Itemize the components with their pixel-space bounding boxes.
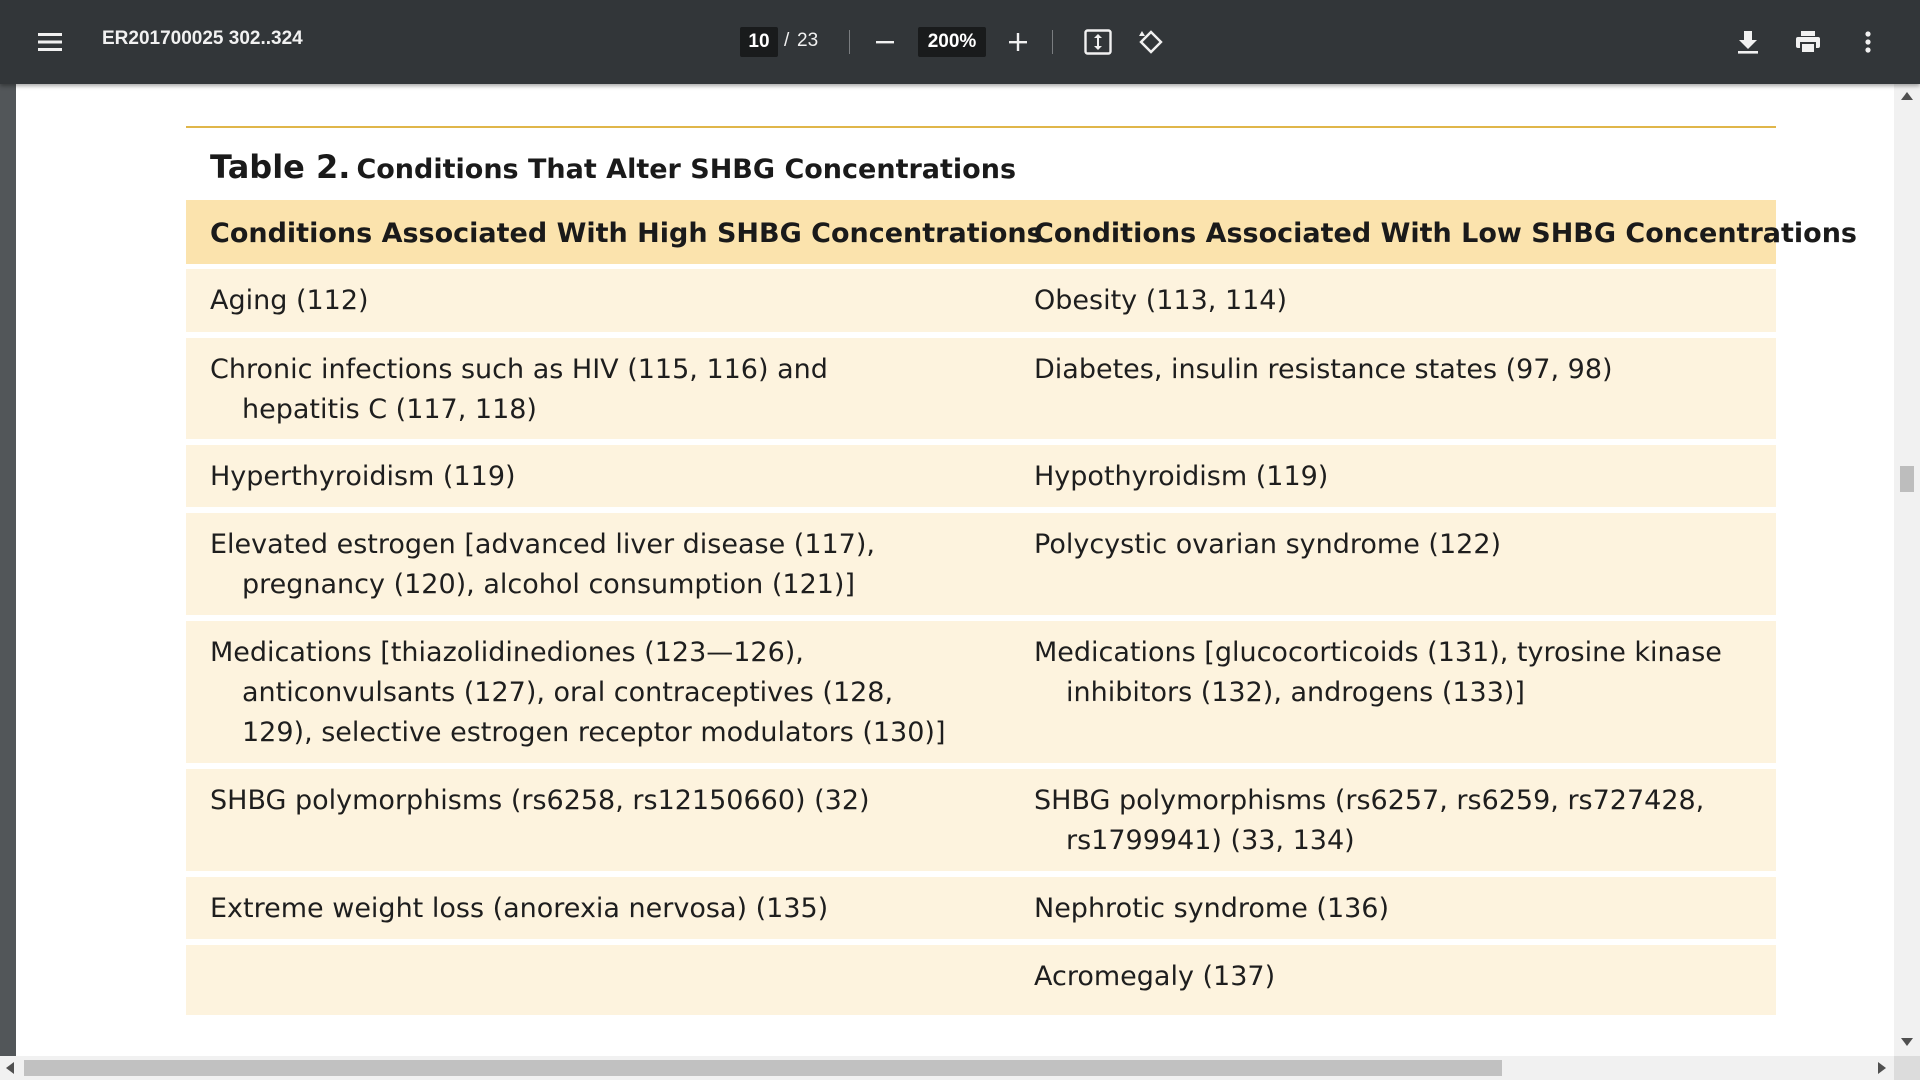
cell-low: Acromegaly (137): [1034, 961, 1276, 992]
cell-low: Hypothyroidism (119): [1034, 461, 1329, 492]
cell-high: [210, 945, 970, 957]
header-low-shbg: Conditions Associated With Low SHBG Concentrations: [1034, 218, 1857, 249]
cell-low: SHBG polymorphisms (rs6257, rs6259, rs727428, rs1799941) (33, 134): [1034, 785, 1705, 856]
download-icon[interactable]: [1728, 22, 1768, 62]
cell-high: Aging (112): [210, 285, 369, 316]
table-top-rule: [186, 126, 1776, 128]
shbg-conditions-table: [186, 200, 1857, 1021]
table-header-row: [186, 200, 1857, 264]
print-icon[interactable]: [1788, 22, 1828, 62]
cell-low: Diabetes, insulin resistance states (97, 98): [1034, 354, 1613, 385]
header-high-shbg: Conditions Associated With High SHBG Concentrations: [210, 218, 1043, 249]
toolbar-divider: [849, 30, 850, 54]
cell-low: Nephrotic syndrome (136): [1034, 893, 1390, 924]
minus-icon[interactable]: [865, 22, 905, 62]
pdf-viewer: [0, 84, 1920, 1080]
cell-high: Extreme weight loss (anorexia nervosa) (135): [210, 893, 829, 924]
scroll-right-arrow-icon[interactable]: [1878, 1062, 1886, 1074]
zoom-level-input[interactable]: 200%: [918, 27, 986, 57]
horizontal-scroll-thumb[interactable]: [24, 1060, 1502, 1076]
cell-low: Medications [glucocorticoids (131), tyrosine kinase inhibitors (132), androgens (133)]: [1034, 637, 1722, 708]
table-row: [186, 269, 1776, 332]
document-title: ER201700025 302..324: [102, 28, 303, 49]
toolbar-divider: [1052, 30, 1053, 54]
scroll-down-arrow-icon[interactable]: [1901, 1038, 1913, 1046]
table-row: [186, 445, 1776, 507]
scrollbar-corner: [1894, 1056, 1920, 1080]
vertical-scroll-thumb[interactable]: [1900, 466, 1914, 492]
table-row: [186, 769, 1776, 871]
hamburger-menu-icon[interactable]: [30, 22, 70, 62]
scroll-up-arrow-icon[interactable]: [1901, 92, 1913, 100]
table-caption: Conditions That Alter SHBG Concentrations: [356, 154, 1017, 185]
cell-high: Medications [thiazolidinediones (123—126), anticonvulsants (127), oral contraceptives (128, 129), selective estrogen receptor modulators (130)]: [210, 637, 946, 748]
page-separator: /: [784, 30, 790, 51]
cell-high: Hyperthyroidism (119): [210, 461, 516, 492]
vertical-scrollbar[interactable]: [1894, 84, 1920, 1056]
cell-high: Chronic infections such as HIV (115, 116) and hepatitis C (117, 118): [210, 354, 828, 425]
cell-high: SHBG polymorphisms (rs6258, rs12150660) (32): [210, 785, 870, 816]
cell-low: Obesity (113, 114): [1034, 285, 1288, 316]
more-vert-icon[interactable]: [1848, 22, 1888, 62]
cell-low: Polycystic ovarian syndrome (122): [1034, 529, 1502, 560]
page-number-input[interactable]: 10: [740, 27, 778, 57]
table-row: [186, 621, 1776, 763]
table-row: [186, 513, 1776, 615]
cell-high: Elevated estrogen [advanced liver disease (117), pregnancy (120), alcohol consumption (121)]: [210, 529, 875, 600]
table-row: [186, 338, 1776, 439]
page-total: 23: [797, 30, 819, 51]
pdf-page: [16, 84, 1894, 1056]
table-row: [186, 945, 1776, 1015]
table-number: Table 2.: [210, 148, 351, 186]
table-row: [186, 877, 1776, 939]
scroll-left-arrow-icon[interactable]: [6, 1062, 14, 1074]
fit-page-icon[interactable]: [1078, 22, 1118, 62]
table-title: [210, 148, 1016, 186]
plus-icon[interactable]: [998, 22, 1038, 62]
rotate-icon[interactable]: [1131, 22, 1171, 62]
horizontal-scrollbar[interactable]: [0, 1056, 1894, 1080]
pdf-toolbar: [0, 0, 1920, 84]
